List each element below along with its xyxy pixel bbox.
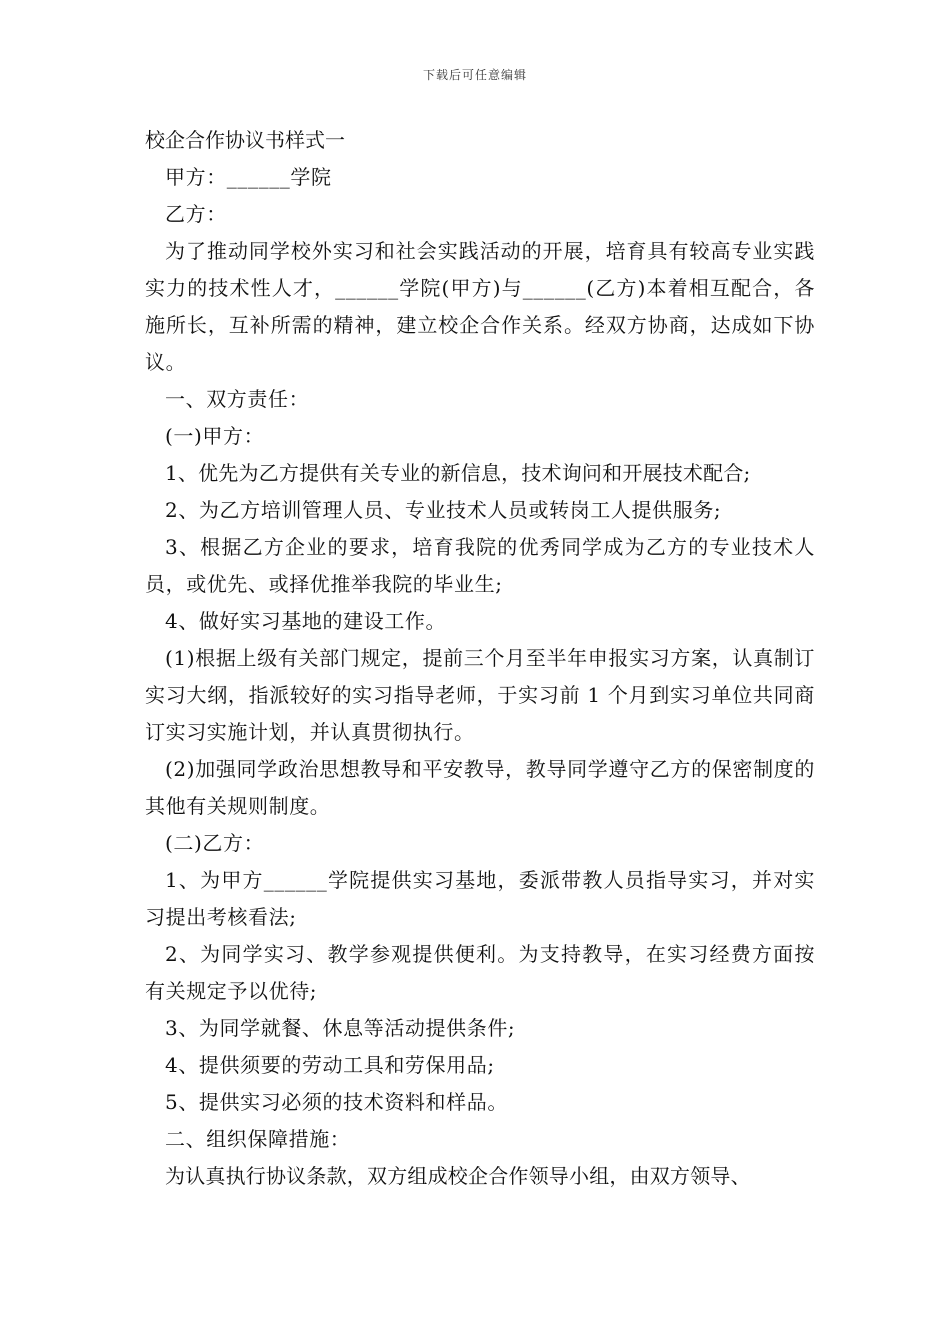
party-b-item-1: 1、为甲方______学院提供实习基地，委派带教人员指导实习，并对实习提出考核看法; — [145, 868, 815, 929]
subsection-heading-party-a: (一)甲方： — [165, 424, 265, 448]
party-a-line: 甲方：______学院 — [165, 165, 332, 189]
party-b-line: 乙方： — [165, 202, 227, 226]
party-a-item-4: 4、做好实习基地的建设工作。 — [165, 609, 447, 633]
party-b-item-2: 2、为同学实习、教学参观提供便利。为支持教导，在实习经费方面按有关规定予以优待; — [145, 942, 815, 1003]
party-a-item-4-sub-2: (2)加强同学政治思想教导和平安教导，教导同学遵守乙方的保密制度的其他有关规则制度。 — [145, 757, 815, 818]
section-heading-responsibilities: 一、双方责任： — [165, 387, 310, 411]
party-a-item-2: 2、为乙方培训管理人员、专业技术人员或转岗工人提供服务; — [165, 498, 722, 522]
party-a-item-4-sub-1: (1)根据上级有关部门规定，提前三个月至半年申报实习方案，认真制订实习大纲，指派较好的实习指导老师，于实习前 1 个月到实习单位共同商订实习实施计划，并认真贯彻执行。 — [145, 646, 815, 744]
document-body — [145, 122, 815, 1195]
subsection-heading-party-b: (二)乙方： — [165, 831, 265, 855]
party-b-item-3: 3、为同学就餐、休息等活动提供条件; — [165, 1016, 516, 1040]
section-heading-safeguards: 二、组织保障措施： — [165, 1127, 351, 1151]
safeguards-paragraph: 为认真执行协议条款，双方组成校企合作领导小组，由双方领导、 — [165, 1164, 751, 1188]
party-b-item-5: 5、提供实习必须的技术资料和样品。 — [165, 1090, 508, 1114]
party-a-item-1: 1、优先为乙方提供有关专业的新信息，技术询问和开展技术配合; — [165, 461, 751, 485]
preamble-paragraph: 为了推动同学校外实习和社会实践活动的开展，培育具有较高专业实践实力的技术性人才，______学院(甲方)与______(乙方)本着相互配合，各施所长，互补所需的精神，建立校企合作关系。经双方协商，达成如下协议。 — [145, 239, 815, 374]
header-note: 下载后可任意编辑 — [422, 68, 527, 82]
document-title: 校企合作协议书样式一 — [145, 128, 345, 152]
party-b-item-4: 4、提供须要的劳动工具和劳保用品; — [165, 1053, 495, 1077]
party-a-item-3: 3、根据乙方企业的要求，培育我院的优秀同学成为乙方的专业技术人员，或优先、或择优推举我院的毕业生; — [145, 535, 815, 596]
